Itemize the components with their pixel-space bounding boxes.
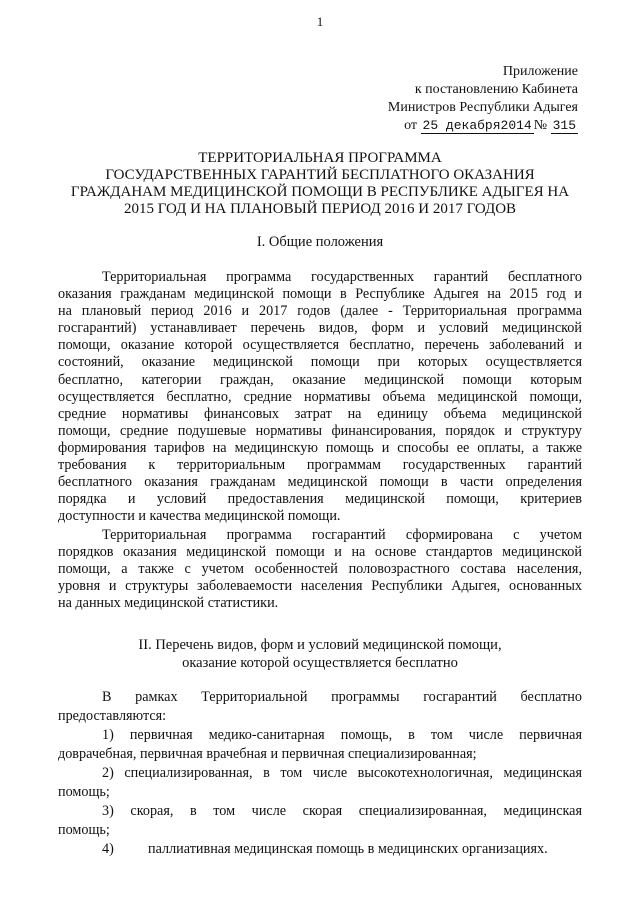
appendix-block <box>388 63 578 135</box>
appendix-line-2: к постановлению Кабинета <box>414 82 578 97</box>
from-label: от <box>404 118 418 133</box>
text-line: порядков оказания медицинской помощи и на основе стандартов медицинской <box>58 544 582 561</box>
text-line: бесплатно, категории граждан, оказание медицинской помощи которым <box>58 371 582 388</box>
text-line: требования к территориальным программам государственных гарантий <box>58 457 582 474</box>
appendix-line-3: Министров Республики Адыгея <box>387 100 578 115</box>
text-line: осуществляется бесплатно, средние нормативы объема медицинской помощи, <box>58 388 582 405</box>
title-line-3: ГРАЖДАНАМ МЕДИЦИНСКОЙ ПОМОЩИ В РЕСПУБЛИКЕ АДЫГЕЯ НА <box>70 184 570 200</box>
document-title <box>40 150 600 218</box>
section-2-heading <box>0 636 640 672</box>
title-line-1: ТЕРРИТОРИАЛЬНАЯ ПРОГРАММА <box>198 150 442 166</box>
paragraph-1 <box>58 269 582 525</box>
text-line: Территориальная программа госгарантий сформирована с учетом <box>102 527 582 543</box>
text-line: помощи, средние подушевые нормативы финансирования, порядок и структуру <box>58 422 582 439</box>
page-number: 1 <box>316 14 324 29</box>
list-item <box>58 840 582 859</box>
text-line: помощи, а также с учетом особенностей половозрастного состава населения, <box>58 561 582 578</box>
text-line: уровня и структуры заболеваемости населения Республики Адыгея, основанных <box>58 578 582 595</box>
text-line: госгарантий) устанавливает перечень видов, форм и условий медицинской <box>58 320 582 337</box>
text-line: на плановый период 2016 и 2017 годов (далее - Территориальная программа <box>58 303 582 320</box>
number-sign: № <box>533 118 548 133</box>
text-line: помощь; <box>58 822 110 838</box>
text-line: доврачебная, первичная врачебная и первичная специализированная; <box>58 746 477 762</box>
text-line: Территориальная программа государственных гарантий бесплатного <box>102 269 582 285</box>
appendix-date-line <box>388 117 578 135</box>
date-stamp: 25 декабря2014 <box>422 118 532 133</box>
text-line: помощь; <box>58 784 110 800</box>
text-line: помощи, оказание которой осуществляется бесплатно, перечень заболеваний и <box>58 337 582 354</box>
section-2-heading-line-2: оказание которой осуществляется бесплатно <box>182 655 458 671</box>
list-item: 3) скорая, в том числе скорая специализированная, медицинская <box>102 803 582 819</box>
text-line: на данных медицинской статистики. <box>58 595 279 612</box>
section-1-heading: I. Общие положения <box>256 234 384 250</box>
appendix-line-1: Приложение <box>502 64 578 79</box>
text-line: оказания гражданам медицинской помощи в Республике Адыгея на 2015 год и <box>58 286 582 303</box>
item-4-text: паллиативная медицинская помощь в медицинских организациях. <box>148 841 548 857</box>
section-2-heading-line-1: II. Перечень видов, форм и условий медицинской помощи, <box>138 637 502 653</box>
list-item: 2) специализированная, в том числе высокотехнологичная, медицинская <box>102 765 582 781</box>
text-line: состояний, оказание медицинской помощи при которых осуществляется <box>58 354 582 371</box>
text-line: В рамках Территориальной программы госгарантий бесплатно <box>102 689 582 705</box>
text-line: предоставляются: <box>58 708 167 724</box>
text-line: формирования тарифов на медицинскую помощь и способы ее оплаты, а также <box>58 439 582 456</box>
number-stamp: 315 <box>552 118 576 133</box>
text-line: средние нормативы финансовых затрат на единицу объема медицинской <box>58 405 582 422</box>
paragraph-2 <box>58 527 582 612</box>
text-line: порядка и условий предоставления медицинской помощи, критериев <box>58 491 582 508</box>
title-line-4: 2015 ГОД И НА ПЛАНОВЫЙ ПЕРИОД 2016 И 2017 ГОДОВ <box>123 201 517 217</box>
title-line-2: ГОСУДАРСТВЕННЫХ ГАРАНТИЙ БЕСПЛАТНОГО ОКАЗАНИЯ <box>105 167 535 183</box>
item-4-number: 4) <box>102 841 114 857</box>
text-line: бесплатного оказания гражданам медицинской помощи в части определения <box>58 474 582 491</box>
list-item: 1) первичная медико-санитарная помощь, в том числе первичная <box>102 727 582 743</box>
text-line: доступности и качества медицинской помощи. <box>58 508 341 525</box>
services-list <box>58 688 582 859</box>
